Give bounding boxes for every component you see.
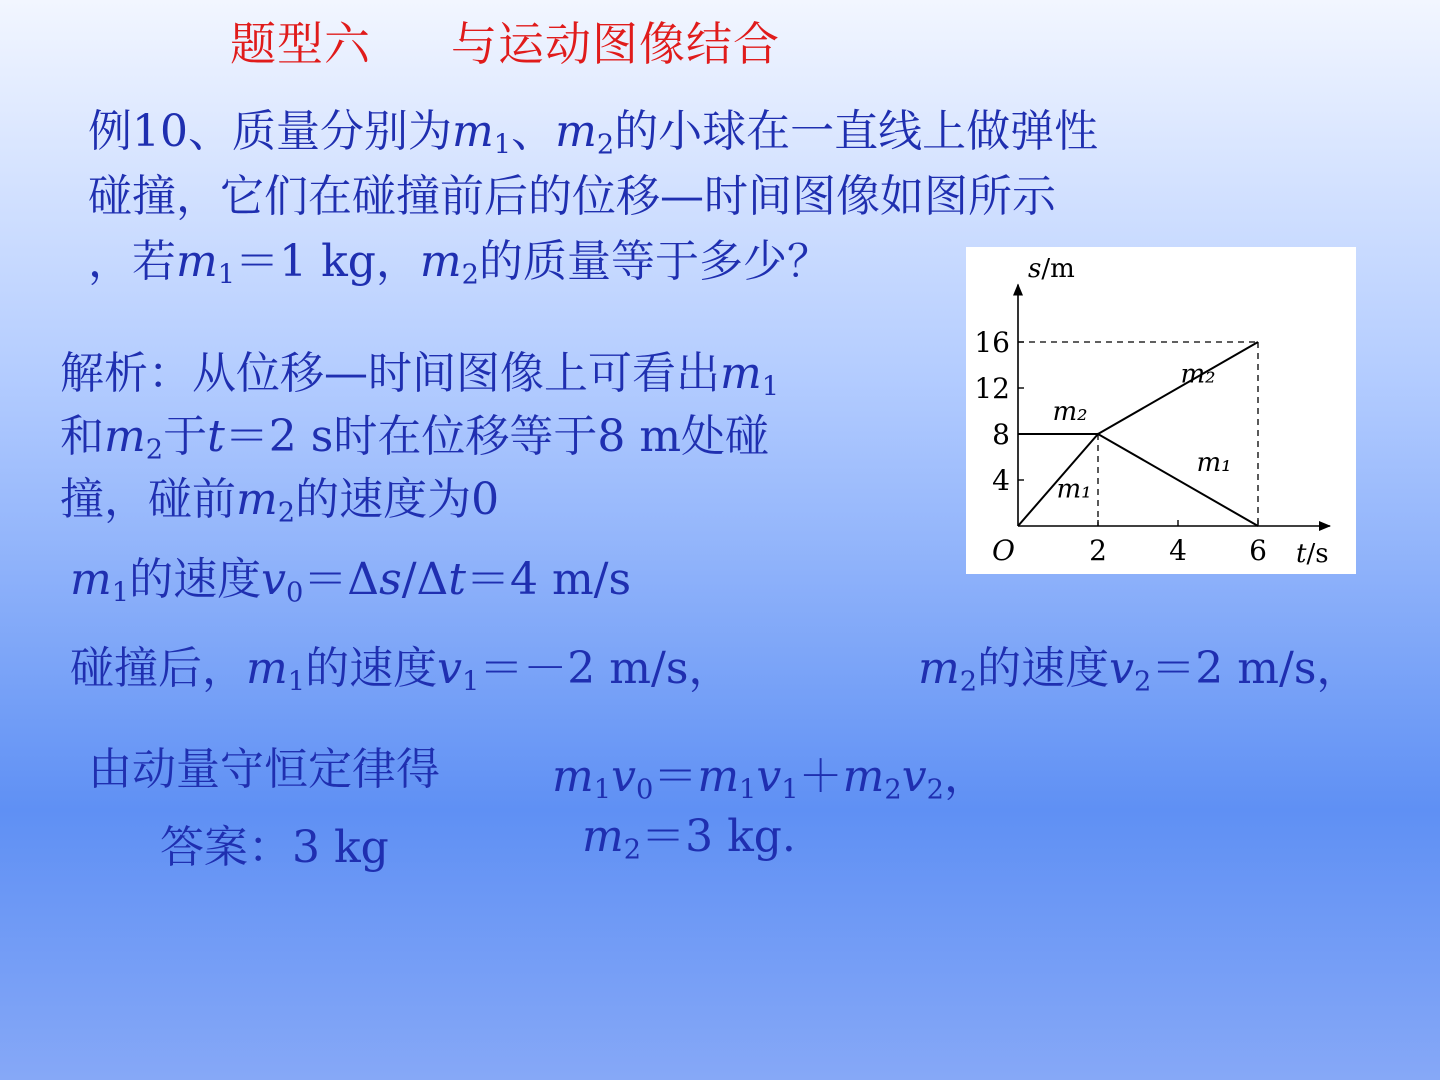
x-tick-label: 4: [1169, 534, 1187, 567]
after-collision-m1: 碰撞后，$m_1$的速度$v_1=-2$ m/s，: [70, 643, 733, 698]
origin-label: O: [992, 534, 1015, 567]
problem-line-1: 例10、质量分别为$m_1$、$m_2$的小球在一直线上做弹性: [88, 106, 1099, 161]
series-annotation: m₂: [1180, 359, 1216, 390]
st-graph-svg: [966, 247, 1356, 574]
st-graph: [966, 247, 1356, 574]
series-annotation: m₂: [1052, 397, 1088, 428]
y-tick-label: 8: [992, 418, 1010, 451]
series-annotation: m₁: [1196, 447, 1232, 478]
momentum-equation: $m_1v_0=m_1v_1+m_2v_2$，: [552, 751, 988, 806]
analysis-line-3: 撞，碰前$m_2$的速度为0: [60, 474, 500, 529]
velocity-m1-line: $m_1$的速度$v_0=\Delta s/\Delta t=4$ m/s: [70, 554, 632, 609]
title-part1: 题型六: [230, 17, 371, 71]
after-collision-m2: $m_2$的速度$v_2=2$ m/s，: [918, 643, 1361, 698]
y-tick-label: 12: [974, 372, 1010, 405]
problem-line-2: 碰撞，它们在碰撞前后的位移—时间图像如图所示: [88, 171, 1056, 222]
x-axis-label: t/s: [1296, 539, 1329, 569]
y-axis-label: s/m: [1028, 254, 1075, 284]
result-equation: $m_2=3$ kg.: [582, 811, 796, 866]
y-tick-label: 16: [974, 326, 1010, 359]
analysis-line-2: 和$m_2$于t＝2 s时在位移等于8 m处碰: [60, 411, 770, 466]
x-tick-label: 2: [1089, 534, 1107, 567]
problem-line-3: ，若$m_1=1$ kg，$m_2$的质量等于多少？: [88, 236, 831, 291]
answer: 答案：3 kg: [160, 822, 389, 873]
series-annotation: m₁: [1056, 474, 1092, 505]
title-part2: 与运动图像结合: [451, 17, 780, 71]
y-tick-label: 4: [992, 464, 1010, 497]
analysis-line-1: 解析：从位移—时间图像上可看出$m_1$: [60, 348, 780, 403]
slide-title: [230, 8, 780, 74]
x-tick-label: 6: [1249, 534, 1267, 567]
momentum-label: 由动量守恒定律得: [88, 744, 440, 795]
